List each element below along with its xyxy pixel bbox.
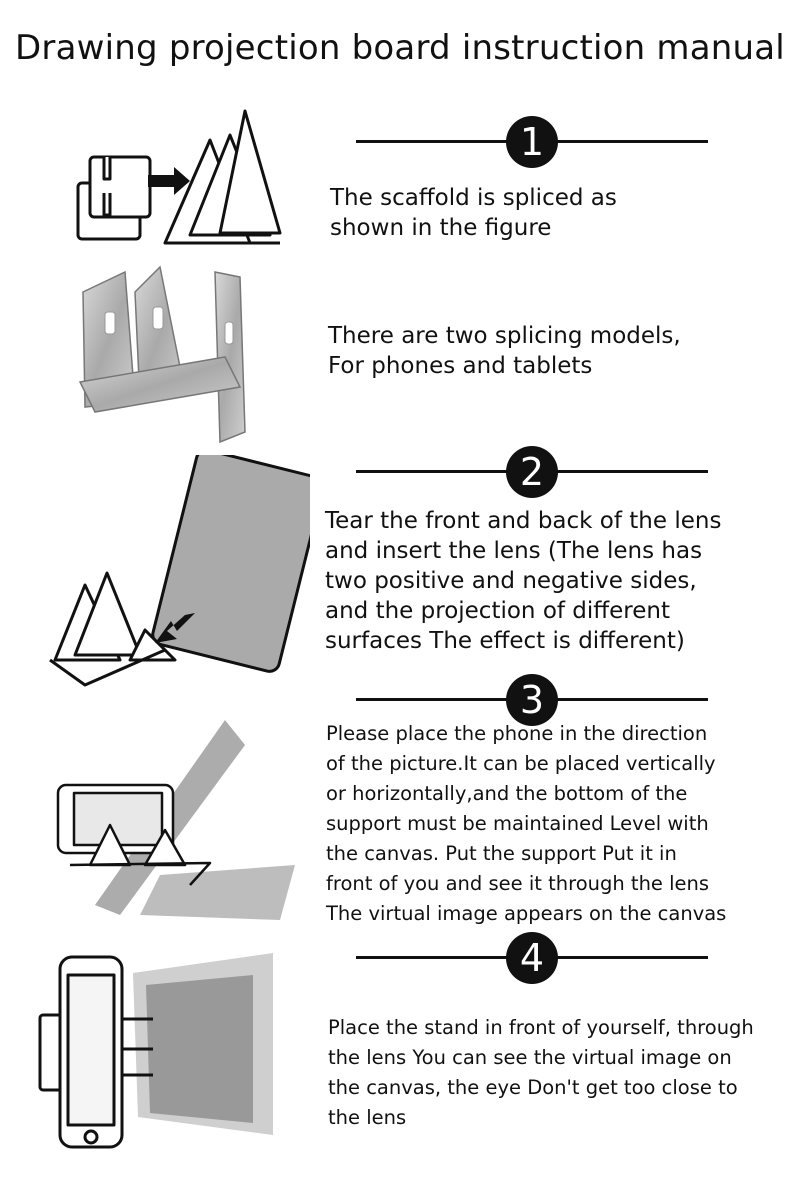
step-4-divider: [356, 932, 708, 984]
step-2-badge: 2: [506, 446, 558, 498]
scaffold-splicing-illustration: [70, 105, 290, 255]
step-1b-text: There are two splicing models, For phones and tablets: [328, 323, 681, 379]
step-1-badge: 1: [506, 116, 558, 168]
stand-in-front-illustration: [38, 945, 278, 1155]
phone-on-stand-illustration: [50, 715, 310, 930]
step-3-badge: 3: [506, 674, 558, 726]
step-1-text: The scaffold is spliced as shown in the figure: [330, 185, 617, 241]
assembled-stand-photo: [75, 262, 250, 447]
step-3-text: Please place the phone in the direction of the picture.It can be placed vertically or horizontally,and the bottom of the support must be maintained Level with the canvas. Put the support Put it in front of you and see it through the lens The virtual image appears on the canvas: [326, 722, 727, 925]
step-1-divider: [356, 116, 708, 168]
lens-insertion-illustration: [45, 455, 310, 695]
step-2-divider: [356, 446, 708, 498]
step-4-text: Place the stand in front of yourself, through the lens You can see the virtual image on the canvas, the eye Don't get too close to the lens: [328, 1016, 754, 1129]
step-2-text: Tear the front and back of the lens and insert the lens (The lens has two positive and negative sides, and the projection of different surfaces The effect is different): [325, 508, 722, 654]
step-4-badge: 4: [506, 932, 558, 984]
page-title: Drawing projection board instruction manual: [15, 28, 785, 68]
